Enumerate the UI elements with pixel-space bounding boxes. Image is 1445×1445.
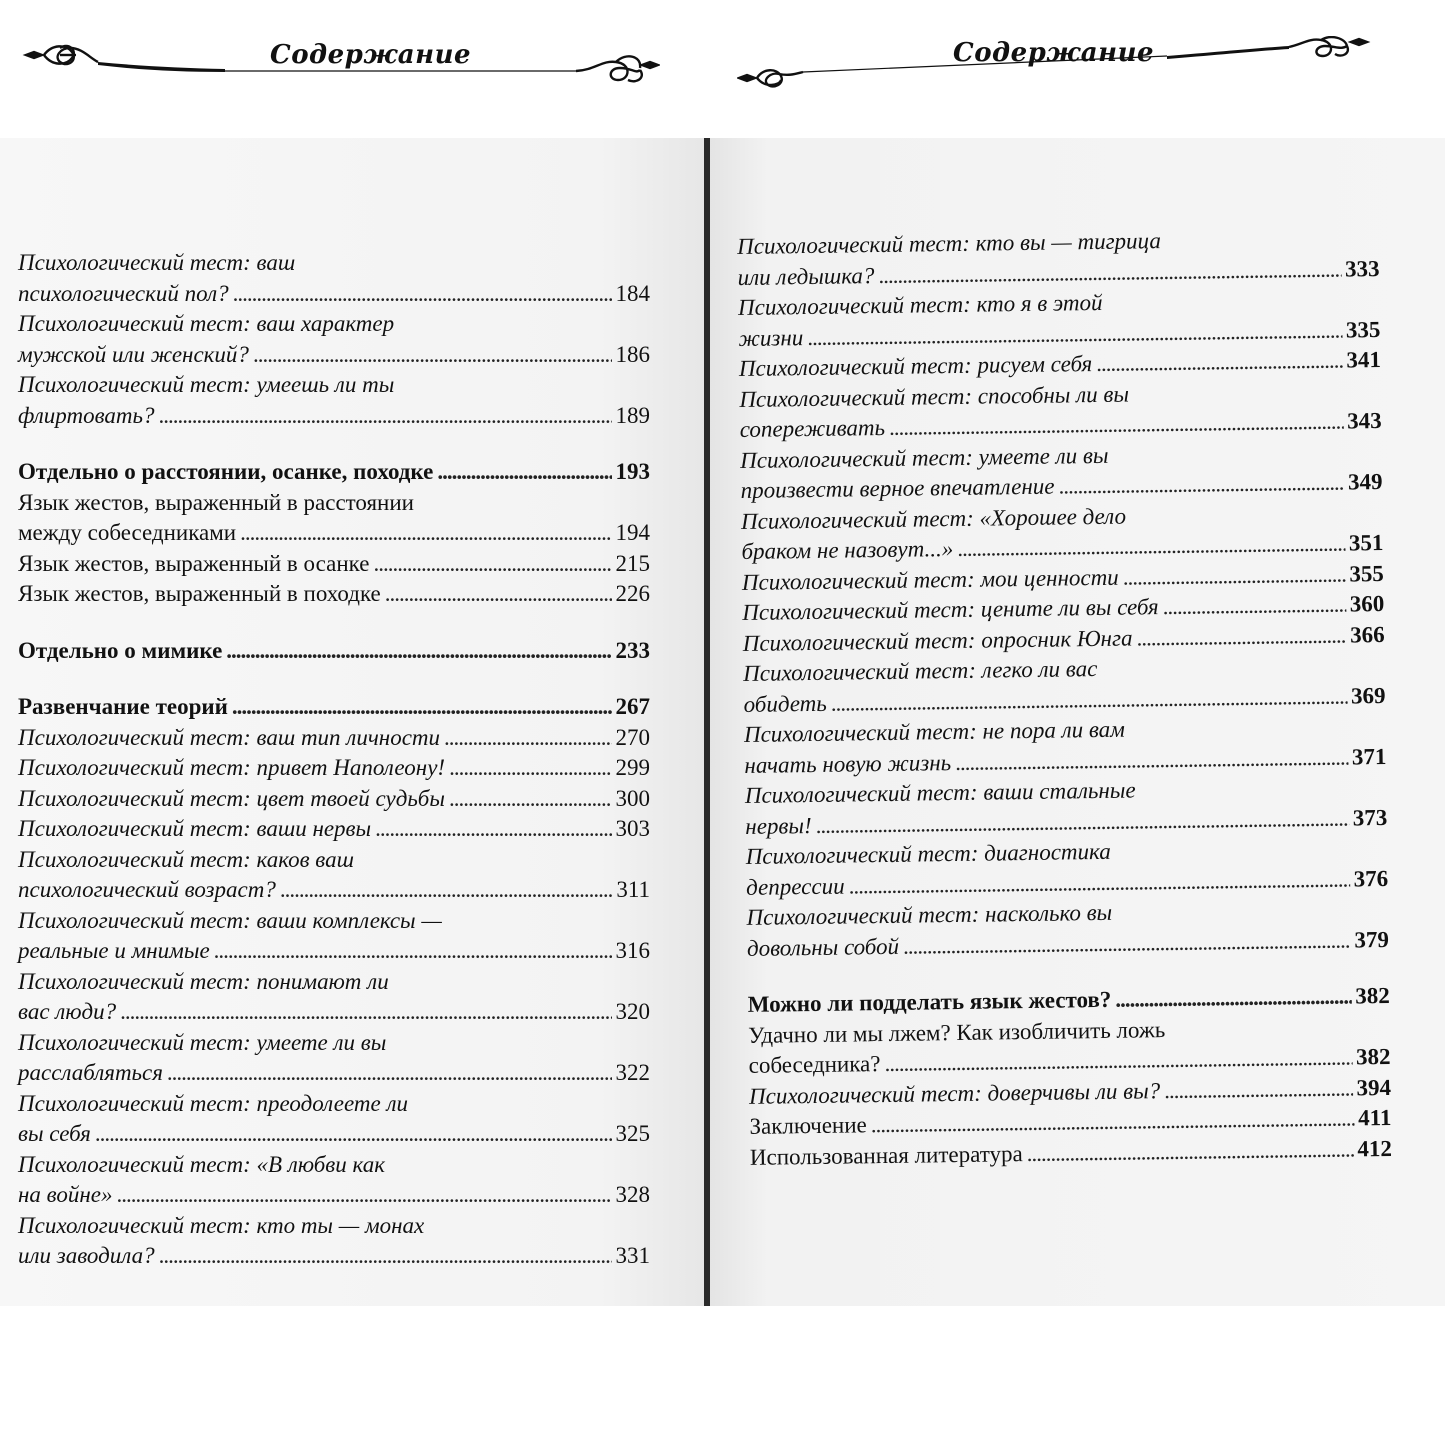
toc-entry — [18, 784, 650, 815]
toc-entry-last-line — [18, 457, 650, 488]
dot-leader — [437, 457, 611, 488]
toc-page-number: 335 — [1345, 316, 1381, 343]
toc-page-number: 371 — [1351, 743, 1387, 769]
toc-page-number: 184 — [615, 280, 650, 306]
toc-entry-title-line: вас люди? — [18, 999, 117, 1024]
toc-entry-title-line: Психологический тест: способны ли вы — [739, 381, 1130, 412]
toc-entry — [741, 498, 1384, 568]
toc-entry-title-line: или заводила? — [18, 1243, 155, 1268]
toc-page-number: 349 — [1347, 469, 1383, 495]
toc-page-number: 322 — [615, 1060, 650, 1085]
toc-entry — [18, 967, 650, 1028]
toc-page-number: 331 — [615, 1243, 650, 1268]
toc-entry-last-line — [18, 1058, 650, 1089]
toc-entry — [737, 223, 1380, 293]
toc-entry-title-line: довольны собой — [746, 933, 900, 961]
toc-entry-last-line — [18, 753, 650, 784]
toc-entry-title-line: Использованная литература — [749, 1140, 1023, 1170]
toc-entry-title-line: Язык жестов, выраженный в осанке — [18, 550, 370, 576]
toc-entry — [18, 579, 650, 610]
toc-entry — [745, 772, 1388, 842]
toc-page-number: 300 — [615, 785, 650, 811]
toc-page-number: 382 — [1355, 982, 1390, 1009]
header-title: Содержание — [953, 38, 1155, 68]
toc-entry-title-line: Психологический тест: ваш характер — [18, 311, 395, 336]
toc-entry-title-line: Отдельно о расстоянии, осанке, походке — [18, 459, 434, 484]
toc-entry — [746, 833, 1389, 903]
toc-right-column — [737, 223, 1392, 1173]
toc-page-number: 360 — [1349, 591, 1385, 617]
toc-entry — [18, 845, 650, 906]
toc-entry-title-line: реальные и мнимые — [18, 938, 210, 963]
toc-entry-last-line — [18, 401, 650, 432]
toc-entry — [18, 723, 650, 754]
toc-page-number: 311 — [616, 877, 650, 902]
dot-leader — [373, 549, 611, 580]
toc-page-number: 233 — [615, 637, 650, 663]
toc-entry — [744, 711, 1387, 781]
toc-entry-last-line — [18, 1180, 650, 1211]
dot-leader — [214, 936, 612, 967]
dot-leader — [375, 814, 611, 845]
toc-entry — [18, 457, 650, 488]
toc-entry-title-line: Психологический тест: ваши комплексы — — [18, 907, 442, 933]
toc-entry-title-line: произвести верное впечатление — [740, 473, 1055, 503]
toc-entry-title-line: собеседника? — [748, 1051, 881, 1078]
toc-page-number: 355 — [1349, 560, 1384, 586]
dot-leader — [116, 1180, 611, 1211]
toc-entry-title-line: флиртовать? — [18, 402, 155, 428]
dot-leader — [444, 723, 611, 754]
toc-page-number: 267 — [615, 694, 650, 719]
toc-entry — [738, 284, 1381, 354]
dot-leader — [240, 518, 611, 549]
toc-entry-title-line: Психологический тест: ваш — [18, 250, 296, 275]
toc-entry-title-line: мужской или женский? — [18, 341, 249, 367]
toc-page-number: 299 — [615, 755, 650, 780]
toc-entry-title-line: жизни — [738, 324, 804, 351]
toc-entry-title-line: Психологический тест: цвет твоей судьбы — [18, 785, 445, 811]
toc-page-number: 320 — [615, 999, 650, 1024]
toc-page-number: 193 — [615, 459, 650, 484]
dot-leader — [159, 401, 612, 432]
toc-entry-title-line: Отдельно о мимике — [18, 637, 223, 663]
dot-leader — [1058, 468, 1344, 502]
toc-entry — [18, 753, 650, 784]
toc-entry — [740, 437, 1383, 507]
toc-entry-title-line: Психологический тест: ваши нервы — [18, 816, 372, 841]
toc-entry-last-line — [18, 814, 650, 845]
toc-page-number: 194 — [615, 520, 650, 545]
toc-entry-title-line: Психологический тест: каков ваш — [18, 846, 354, 872]
toc-entry-title-line: Психологический тест: преодолеете ли — [18, 1090, 408, 1116]
dot-leader — [1026, 1134, 1353, 1169]
toc-entry-title-line: Психологический тест: рисуем себя — [738, 351, 1093, 381]
dot-leader — [226, 636, 611, 667]
toc-entry-last-line — [18, 340, 650, 371]
toc-entry — [739, 376, 1382, 446]
toc-entry-title-line: Психологический тест: умеете ли вы — [740, 442, 1109, 473]
dot-leader — [159, 1241, 612, 1272]
toc-page-number: 186 — [615, 341, 650, 367]
toc-page-number: 341 — [1346, 347, 1382, 373]
toc-entry — [746, 894, 1389, 964]
toc-entry-last-line — [18, 1119, 650, 1150]
toc-entry-title-line: начать новую жизнь — [744, 749, 952, 778]
toc-entry — [18, 1211, 650, 1272]
toc-entry-last-line — [18, 1241, 650, 1272]
toc-entry-last-line — [18, 936, 650, 967]
dot-leader — [232, 692, 612, 723]
toc-entry-title-line: Можно ли подделать язык жестов? — [747, 986, 1112, 1017]
toc-entry — [18, 906, 650, 967]
dot-leader — [1136, 620, 1346, 653]
toc-entry-title-line: Психологический тест: умеешь ли ты — [18, 372, 395, 397]
toc-entry-title-line: Удачно ли мы лжем? Как изобличить ложь — [748, 1016, 1166, 1048]
toc-entry-title-line: вы себя — [18, 1121, 91, 1146]
toc-entry — [743, 650, 1386, 720]
toc-entry — [18, 248, 650, 309]
header-title: Содержание — [270, 40, 472, 70]
toc-page-number: 270 — [615, 724, 650, 750]
dot-leader — [1164, 1073, 1353, 1106]
toc-entry — [18, 488, 650, 549]
toc-entry — [18, 692, 650, 723]
toc-entry — [18, 1028, 650, 1089]
toc-page-number: 373 — [1352, 804, 1388, 830]
toc-entry-last-line — [18, 549, 650, 580]
dot-leader — [253, 340, 612, 371]
toc-entry-title-line: Психологический тест: ваш тип личности — [18, 724, 441, 750]
toc-entry-title-line: обидеть — [743, 690, 827, 717]
toc-entry-title-line: браком не назовут...» — [741, 536, 954, 564]
book-gutter — [704, 138, 710, 1306]
dot-leader — [120, 997, 611, 1028]
toc-page-number: 328 — [615, 1182, 650, 1207]
toc-entry-title-line: Психологический тест: диагностика — [745, 838, 1111, 869]
toc-page-number: 366 — [1350, 621, 1385, 647]
toc-entry-title-line: на войне» — [18, 1182, 113, 1207]
toc-entry-title-line: Психологический тест: доверчивы ли вы? — [748, 1077, 1161, 1109]
toc-entry-last-line — [18, 997, 650, 1028]
toc-entry-title-line: депрессии — [745, 873, 845, 900]
toc-entry-title-line: Психологический тест: ваши стальные — [744, 777, 1136, 808]
right-page-header — [737, 36, 1377, 86]
toc-entry-title-line: нервы! — [745, 812, 812, 839]
toc-page-number: 189 — [615, 402, 650, 428]
toc-entry — [18, 549, 650, 580]
dot-leader — [449, 784, 612, 815]
toc-page-number: 411 — [1358, 1104, 1392, 1131]
toc-entry-title-line: Заключение — [749, 1112, 867, 1139]
toc-entry-last-line — [18, 692, 650, 723]
toc-entry-title-line: Психологический тест: кто ты — монах — [18, 1212, 425, 1238]
toc-entry-title-line: сопереживать — [739, 414, 886, 442]
toc-page-number: 215 — [615, 550, 650, 576]
toc-entry-title-line: Психологический тест: не пора ли вам — [743, 716, 1126, 747]
toc-entry — [18, 636, 650, 667]
toc-entry-title-line: Язык жестов, выраженный в походке — [18, 581, 381, 606]
toc-entry — [18, 370, 650, 431]
toc-entry-title-line: расслабляться — [18, 1060, 163, 1085]
toc-entry — [18, 814, 650, 845]
dot-leader — [1123, 559, 1346, 593]
toc-entry-last-line — [18, 579, 650, 610]
dot-leader — [95, 1119, 612, 1150]
toc-entry-title-line: Психологический тест: «В любви как — [18, 1151, 385, 1177]
dot-leader — [167, 1058, 612, 1089]
toc-entry-title-line: Психологический тест: мои ценности — [741, 564, 1119, 595]
toc-entry-title-line: Психологический тест: умеете ли вы — [18, 1029, 387, 1055]
toc-page-number: 379 — [1354, 926, 1390, 952]
dot-leader — [233, 279, 612, 310]
toc-entry — [18, 309, 650, 370]
toc-entry-title-line: Психологический тест: насколько вы — [746, 899, 1113, 930]
toc-entry-last-line — [18, 636, 650, 667]
toc-page-number: 333 — [1344, 255, 1380, 282]
toc-entry — [18, 1150, 650, 1211]
toc-entry-last-line — [18, 875, 650, 906]
toc-entry — [748, 1011, 1391, 1081]
toc-entry-last-line — [18, 279, 650, 310]
dot-leader — [903, 925, 1351, 962]
toc-page-number: 343 — [1347, 408, 1382, 434]
dot-leader — [280, 875, 613, 906]
toc-entry — [18, 1089, 650, 1150]
toc-page-number: 369 — [1350, 682, 1386, 708]
toc-entry-title-line: Психологический тест: «Хорошее дело — [740, 503, 1127, 534]
toc-entry-title-line: Психологический тест: легко ли вас — [742, 656, 1098, 686]
toc-entry-last-line — [18, 518, 650, 549]
toc-entry-title-line: Развенчание теорий — [18, 694, 228, 719]
toc-page-number: 325 — [615, 1121, 650, 1146]
toc-page-number: 316 — [615, 938, 650, 963]
toc-entry-title-line: психологический возраст? — [18, 877, 276, 902]
toc-left-column — [18, 248, 650, 1272]
toc-entry-title-line: психологический пол? — [18, 280, 229, 306]
toc-entry-title-line: Психологический тест: опросник Юнга — [742, 625, 1133, 656]
toc-page-number: 376 — [1353, 865, 1389, 891]
dot-leader — [385, 579, 612, 610]
toc-page-number: 303 — [615, 816, 650, 841]
toc-entry-title-line: Психологический тест: кто я в этой — [737, 289, 1103, 320]
toc-entry-title-line: Язык жестов, выраженный в расстоянии — [18, 489, 414, 515]
toc-page-number: 412 — [1357, 1135, 1393, 1161]
dot-leader — [1115, 981, 1351, 1015]
toc-entry-title-line: Психологический тест: привет Наполеону! — [18, 755, 446, 780]
toc-page-number: 226 — [615, 581, 650, 606]
left-page-header — [20, 40, 660, 90]
toc-page-number: 382 — [1355, 1043, 1391, 1070]
toc-entry-title-line: Психологический тест: цените ли вы себя — [742, 594, 1159, 625]
toc-page-number: 394 — [1356, 1074, 1392, 1100]
dot-leader — [1162, 590, 1346, 623]
toc-entry-last-line — [18, 784, 650, 815]
dot-leader — [449, 753, 611, 784]
toc-page-number: 351 — [1348, 530, 1384, 556]
toc-entry-title-line: или ледышка? — [737, 262, 875, 290]
dot-leader — [1096, 346, 1343, 380]
toc-entry-title-line: Психологический тест: кто вы — тигрица — [737, 228, 1162, 259]
toc-entry-last-line — [18, 723, 650, 754]
toc-entry-title-line: между собеседниками — [18, 520, 237, 545]
toc-entry-title-line: Психологический тест: понимают ли — [18, 968, 389, 994]
